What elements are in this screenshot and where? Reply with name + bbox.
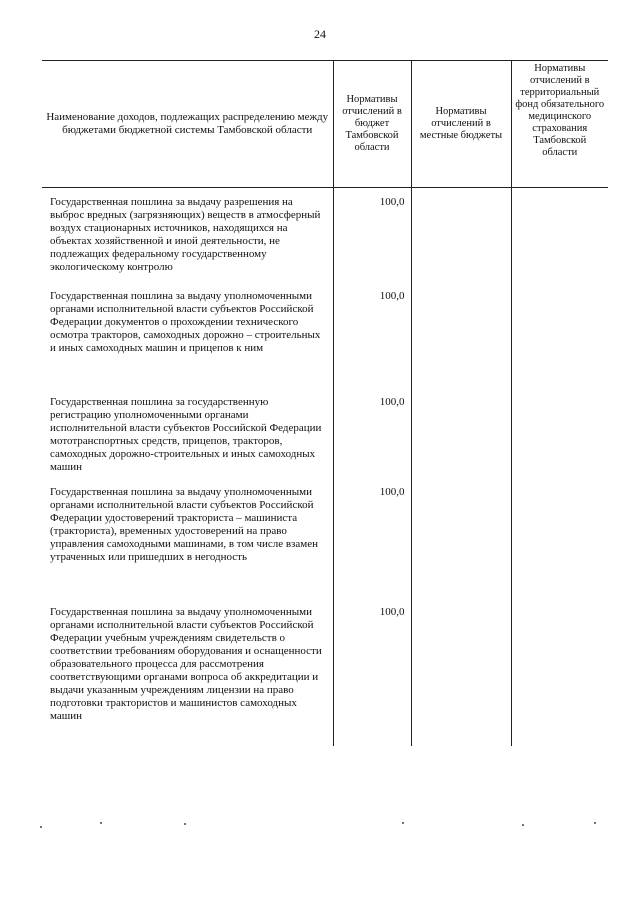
revenue-name-cell: Государственная пошлина за выдачу разрешения на выброс вредных (загрязняющих) веществ в атмосферный воздух стационарных источников, находящихся на объектах хозяйственной и иной деятельности, не подлежащих федеральному государственному экологическому контролю xyxy=(50,196,321,273)
regional-budget-cell: 100,0 xyxy=(333,598,411,746)
medical-fund-cell xyxy=(511,388,608,478)
table-row xyxy=(42,478,608,598)
scan-speck xyxy=(522,824,524,826)
revenue-name-cell: Государственная пошлина за выдачу уполномоченными органами исполнительной власти субъектов Российской Федерации учебным учреждениям свидетельств о соответствии требованиям оборудования и оснащенности образовательного процесса для рассмотрения соответствующими органами вопроса об аккредитации и выдачи указанным учреждениям лицензии на право подготовки трактористов и машинистов самоходных машин xyxy=(50,606,322,722)
local-budgets-cell xyxy=(411,188,511,283)
scan-speck xyxy=(184,823,186,825)
regional-budget-cell: 100,0 xyxy=(333,188,411,283)
header-revenue-name: Наименование доходов, подлежащих распределению между бюджетами бюджетной системы Тамбовской области xyxy=(42,61,333,188)
scan-speck xyxy=(100,822,102,824)
scan-speck xyxy=(402,822,404,824)
regional-budget-cell: 100,0 xyxy=(333,478,411,598)
revenue-distribution-table xyxy=(42,60,608,746)
local-budgets-cell xyxy=(411,478,511,598)
regional-budget-cell: 100,0 xyxy=(333,282,411,388)
header-local-budgets: Нормативы отчислений в местные бюджеты xyxy=(411,61,511,188)
table-row xyxy=(42,188,608,283)
scan-speck xyxy=(594,822,596,824)
local-budgets-cell xyxy=(411,282,511,388)
local-budgets-cell xyxy=(411,388,511,478)
revenue-name-cell: Государственная пошлина за государственную регистрацию уполномоченными органами исполнительной власти субъектов Российской Федерации мототранспортных средств, прицепов, тракторов, самоходных дорожно-строительных и иных самоходных машин xyxy=(50,396,322,473)
local-budgets-cell xyxy=(411,598,511,746)
header-regional-budget: Нормативы отчислений в бюджет Тамбовской области xyxy=(333,61,411,188)
regional-budget-cell: 100,0 xyxy=(333,388,411,478)
revenue-name-cell: Государственная пошлина за выдачу уполномоченными органами исполнительной власти субъектов Российской Федерации удостоверений тракториста – машиниста (тракториста), временных удостоверений на право управления самоходными машинами, в том числе взамен утраченных или пришедших в негодность xyxy=(50,486,319,563)
scan-speck xyxy=(40,826,42,828)
table-header-row xyxy=(42,61,608,188)
table-row xyxy=(42,282,608,388)
medical-fund-cell xyxy=(511,478,608,598)
table-row xyxy=(42,388,608,478)
page-number: 24 xyxy=(314,27,326,41)
medical-fund-cell xyxy=(511,188,608,283)
header-medical-insurance-fund: Нормативы отчислений в территориальный фонд обязательного медицинского страхования Тамбовской области xyxy=(511,61,608,188)
medical-fund-cell xyxy=(511,282,608,388)
revenue-name-cell: Государственная пошлина за выдачу уполномоченными органами исполнительной власти субъектов Российской Федерации документов о прохождении технического осмотра тракторов, самоходных дорожно – строительных и иных самоходных машин и прицепов к ним xyxy=(50,290,321,354)
table-row xyxy=(42,598,608,746)
medical-fund-cell xyxy=(511,598,608,746)
